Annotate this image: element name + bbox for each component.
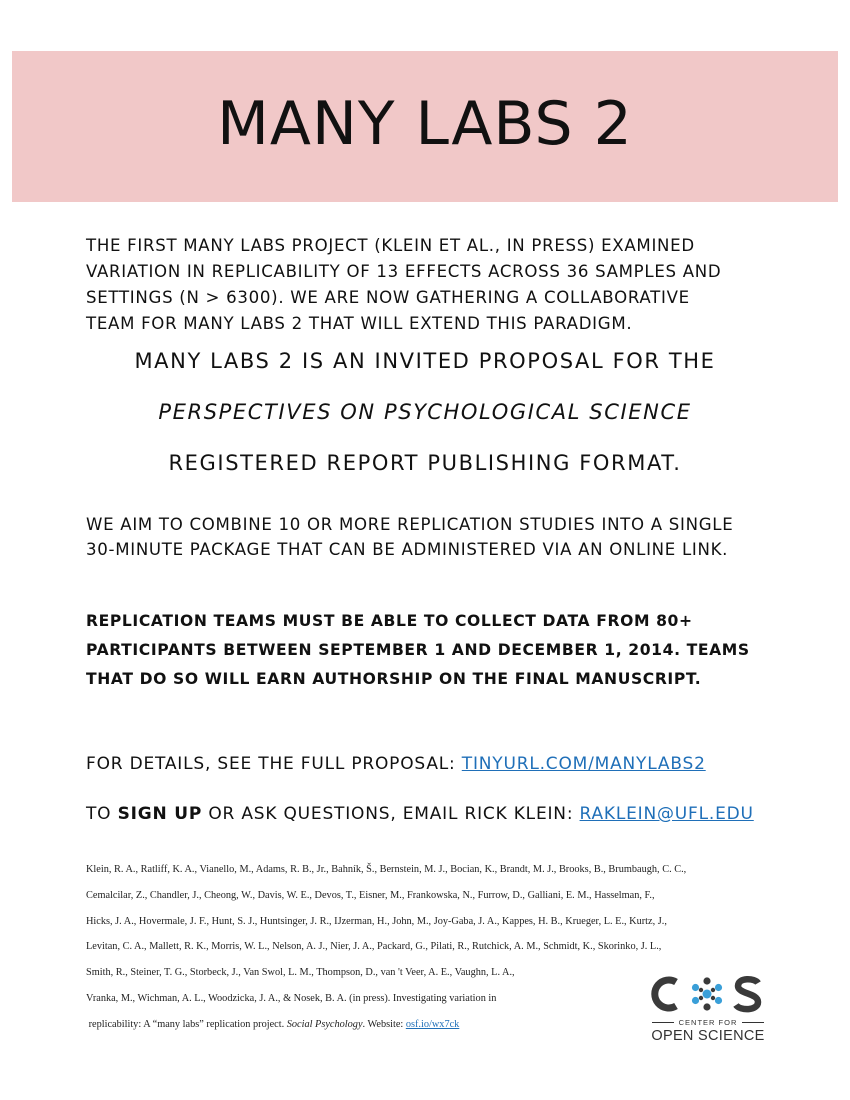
aim-line: 30-MINUTE PACKAGE THAT CAN BE ADMINISTERED VIA AN ONLINE LINK. — [86, 540, 729, 559]
citation-text: replicability: A “many labs” replication project. — [88, 1018, 287, 1030]
citation-line: Smith, R., Steiner, T. G., Storbeck, J., Van Swol, L. M., Thompson, D., van 't Veer, A. E., Vaughn, L. A., — [86, 967, 515, 979]
proposal-link[interactable]: TINYURL.COM/MANYLABS2 — [461, 754, 706, 774]
journal-name: PERSPECTIVES ON PSYCHOLOGICAL SCIENCE — [158, 400, 692, 424]
cos-logo-caption — [638, 1018, 778, 1044]
aim-paragraph — [86, 512, 806, 562]
invited-line: MANY LABS 2 IS AN INVITED PROPOSAL FOR THE — [134, 349, 716, 373]
signup-prefix: TO — [86, 804, 118, 824]
cos-logo-mark — [648, 970, 768, 1020]
cos-logo-small-text: CENTER FOR — [678, 1018, 738, 1027]
signup-text: OR ASK QUESTIONS, EMAIL RICK KLEIN: — [202, 804, 580, 824]
details-line — [86, 751, 806, 777]
citation-journal: Social Psychology — [286, 1018, 363, 1030]
citation-line: Vranka, M., Wichman, A. L., Woodzicka, J. A., & Nosek, B. A. (in press). Investigating variation in — [86, 992, 497, 1004]
logo-letter-c — [655, 980, 676, 1008]
details-text: FOR DETAILS, SEE THE FULL PROPOSAL: — [86, 754, 462, 774]
cos-logo-name: OPEN SCIENCE — [651, 1028, 765, 1044]
citation-text: . Website: — [362, 1018, 406, 1030]
aim-line: WE AIM TO COMBINE 10 OR MORE REPLICATION STUDIES INTO A SINGLE — [86, 515, 734, 534]
intro-paragraph — [86, 233, 786, 337]
citation-line: Klein, R. A., Ratliff, K. A., Vianello, M., Adams, R. B., Jr., Bahník, Š., Bernstein, M. J., Bocian, K., Brandt, M. J., Brooks, B., Brumbaugh, C. C., — [86, 864, 687, 875]
intro-line: VARIATION IN REPLICABILITY OF 13 EFFECTS ACROSS 36 SAMPLES AND — [86, 262, 722, 281]
divider — [742, 1022, 764, 1023]
requirements-line: PARTICIPANTS BETWEEN SEPTEMBER 1 AND DECEMBER 1, 2014. TEAMS — [86, 641, 750, 659]
divider — [652, 1022, 674, 1023]
citation-line: Cemalcilar, Z., Chandler, J., Cheong, W., Davis, W. E., Devos, T., Eisner, M., Frankowska, N., Furrow, D., Galliani, E. M., Hasselman, F., — [86, 889, 655, 901]
osf-link[interactable]: osf.io/wx7ck — [405, 1018, 460, 1030]
citation-line: Levitan, C. A., Mallett, R. K., Morris, W. L., Nelson, A. J., Nier, J. A., Packard, G., Pilati, R., Rutchick, A. M., Schmidt, K., Skorinko, J. L., — [86, 941, 662, 953]
logo-letter-s — [736, 979, 758, 1009]
requirements-line: REPLICATION TEAMS MUST BE ABLE TO COLLECT DATA FROM 80+ — [86, 612, 693, 630]
email-link[interactable]: RAKLEIN@UFL.EDU — [579, 804, 754, 824]
cos-logo-subtitle — [638, 1018, 778, 1027]
citation-line: Hicks, J. A., Hovermale, J. F., Hunt, S. J., Huntsinger, J. R., IJzerman, H., John, M., Joy-Gaba, J. A., Kappes, H. B., Krueger, L. E., Kurtz, J., — [86, 915, 667, 927]
signup-emphasis: SIGN UP — [117, 804, 203, 824]
title-banner — [12, 51, 838, 202]
logo-dot-cluster — [692, 977, 722, 1010]
invited-line: REGISTERED REPORT PUBLISHING FORMAT. — [168, 451, 682, 475]
requirements-line: THAT DO SO WILL EARN AUTHORSHIP ON THE FINAL MANUSCRIPT. — [86, 670, 702, 688]
invited-proposal-block — [0, 343, 850, 496]
intro-line: TEAM FOR MANY LABS 2 THAT WILL EXTEND THIS PARADIGM. — [86, 314, 633, 333]
page-title: MANY LABS 2 — [217, 89, 633, 159]
intro-line: THE FIRST MANY LABS PROJECT (KLEIN ET AL., IN PRESS) EXAMINED — [86, 236, 695, 255]
signup-line — [86, 801, 806, 827]
intro-line: SETTINGS (N > 6300). WE ARE NOW GATHERING A COLLABORATIVE — [86, 288, 690, 307]
requirements-paragraph — [86, 607, 786, 694]
